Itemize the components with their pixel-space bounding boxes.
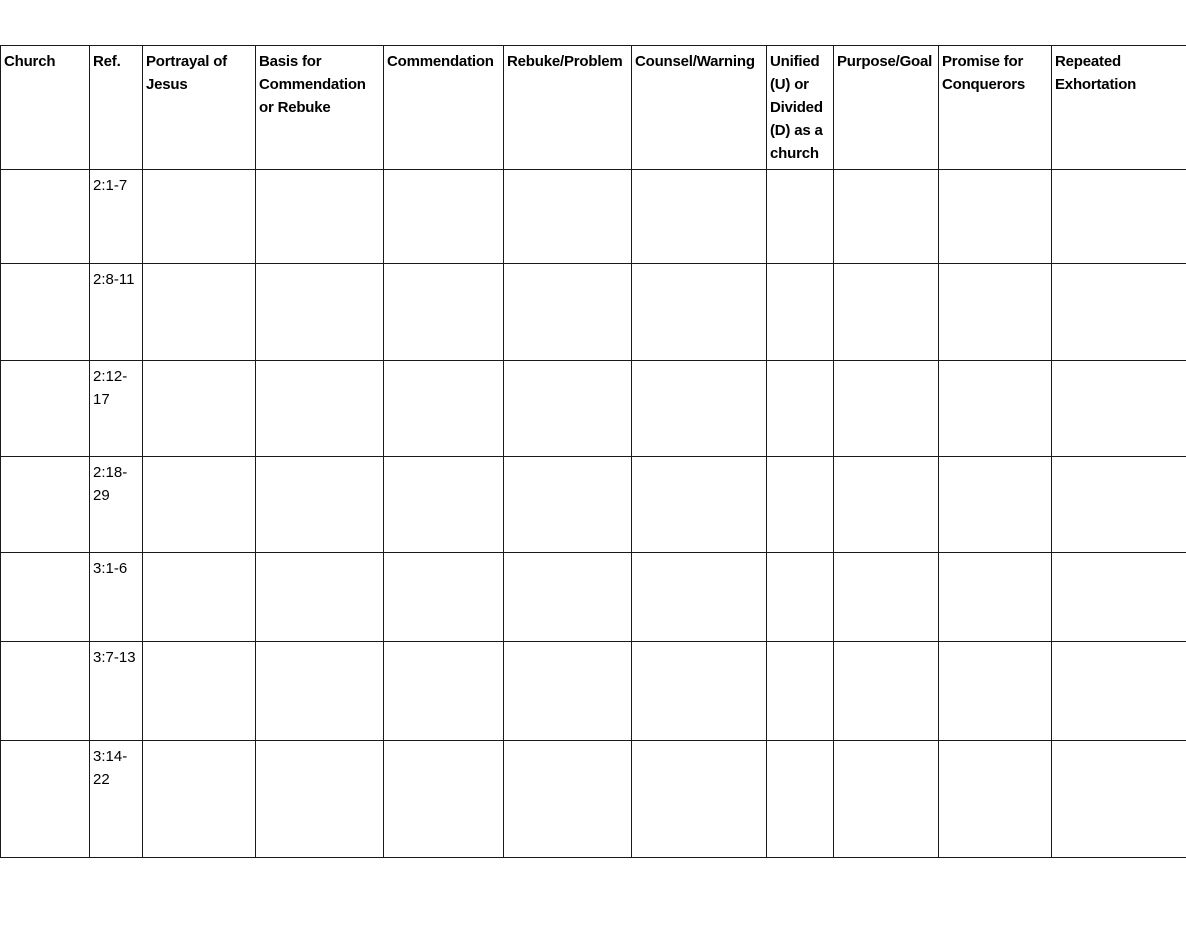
cell-basis (256, 170, 384, 264)
cell-exhortation (1052, 361, 1186, 457)
cell-commendation (384, 170, 504, 264)
cell-counsel (632, 741, 767, 858)
table-row (1, 457, 1186, 553)
cell-church (1, 361, 90, 457)
table-row (1, 741, 1186, 858)
header-purpose: Purpose/Goal (834, 46, 939, 170)
header-portrayal: Portrayal of Jesus (143, 46, 256, 170)
cell-promise (939, 642, 1052, 741)
cell-promise (939, 264, 1052, 361)
cell-church (1, 264, 90, 361)
table-row (1, 264, 1186, 361)
cell-rebuke (504, 553, 632, 642)
header-ref: Ref. (90, 46, 143, 170)
cell-rebuke (504, 361, 632, 457)
cell-counsel (632, 457, 767, 553)
cell-church (1, 642, 90, 741)
cell-basis (256, 457, 384, 553)
header-promise: Promise for Conquerors (939, 46, 1052, 170)
cell-portrayal (143, 264, 256, 361)
cell-portrayal (143, 361, 256, 457)
cell-unified (767, 170, 834, 264)
cell-counsel (632, 642, 767, 741)
cell-ref: 3:7-13 (90, 642, 143, 741)
cell-commendation (384, 264, 504, 361)
cell-counsel (632, 553, 767, 642)
cell-unified (767, 741, 834, 858)
cell-ref: 2:12-17 (90, 361, 143, 457)
cell-basis (256, 361, 384, 457)
cell-unified (767, 642, 834, 741)
table-row (1, 553, 1186, 642)
cell-unified (767, 264, 834, 361)
cell-commendation (384, 361, 504, 457)
cell-commendation (384, 457, 504, 553)
header-row (1, 46, 1186, 170)
header-rebuke: Rebuke/Problem (504, 46, 632, 170)
cell-exhortation (1052, 553, 1186, 642)
cell-rebuke (504, 170, 632, 264)
cell-purpose (834, 361, 939, 457)
cell-rebuke (504, 457, 632, 553)
cell-church (1, 741, 90, 858)
cell-purpose (834, 170, 939, 264)
cell-ref: 2:1-7 (90, 170, 143, 264)
cell-church (1, 457, 90, 553)
header-unified: Unified (U) or Divided (D) as a church (767, 46, 834, 170)
cell-promise (939, 553, 1052, 642)
cell-promise (939, 170, 1052, 264)
cell-basis (256, 553, 384, 642)
cell-rebuke (504, 741, 632, 858)
cell-commendation (384, 553, 504, 642)
cell-purpose (834, 741, 939, 858)
cell-portrayal (143, 642, 256, 741)
header-exhortation: Repeated Exhortation (1052, 46, 1186, 170)
cell-rebuke (504, 642, 632, 741)
cell-portrayal (143, 170, 256, 264)
cell-unified (767, 553, 834, 642)
cell-commendation (384, 642, 504, 741)
cell-rebuke (504, 264, 632, 361)
cell-church (1, 553, 90, 642)
cell-portrayal (143, 741, 256, 858)
header-basis: Basis for Commendation or Rebuke (256, 46, 384, 170)
cell-portrayal (143, 457, 256, 553)
cell-ref: 3:14-22 (90, 741, 143, 858)
cell-purpose (834, 264, 939, 361)
cell-promise (939, 361, 1052, 457)
cell-ref: 2:18-29 (90, 457, 143, 553)
cell-exhortation (1052, 457, 1186, 553)
cell-counsel (632, 170, 767, 264)
cell-exhortation (1052, 741, 1186, 858)
table-row (1, 642, 1186, 741)
cell-purpose (834, 553, 939, 642)
table-row (1, 170, 1186, 264)
cell-promise (939, 741, 1052, 858)
cell-purpose (834, 457, 939, 553)
cell-unified (767, 361, 834, 457)
cell-ref: 3:1-6 (90, 553, 143, 642)
header-counsel: Counsel/Warning (632, 46, 767, 170)
cell-promise (939, 457, 1052, 553)
churches-chart-sheet (0, 45, 1186, 858)
header-commendation: Commendation (384, 46, 504, 170)
churches-chart-table (0, 45, 1186, 858)
cell-basis (256, 264, 384, 361)
header-church: Church (1, 46, 90, 170)
cell-counsel (632, 264, 767, 361)
cell-commendation (384, 741, 504, 858)
cell-exhortation (1052, 170, 1186, 264)
cell-church (1, 170, 90, 264)
cell-purpose (834, 642, 939, 741)
cell-counsel (632, 361, 767, 457)
cell-portrayal (143, 553, 256, 642)
table-row (1, 361, 1186, 457)
cell-unified (767, 457, 834, 553)
cell-ref: 2:8-11 (90, 264, 143, 361)
cell-exhortation (1052, 264, 1186, 361)
cell-basis (256, 741, 384, 858)
cell-basis (256, 642, 384, 741)
cell-exhortation (1052, 642, 1186, 741)
